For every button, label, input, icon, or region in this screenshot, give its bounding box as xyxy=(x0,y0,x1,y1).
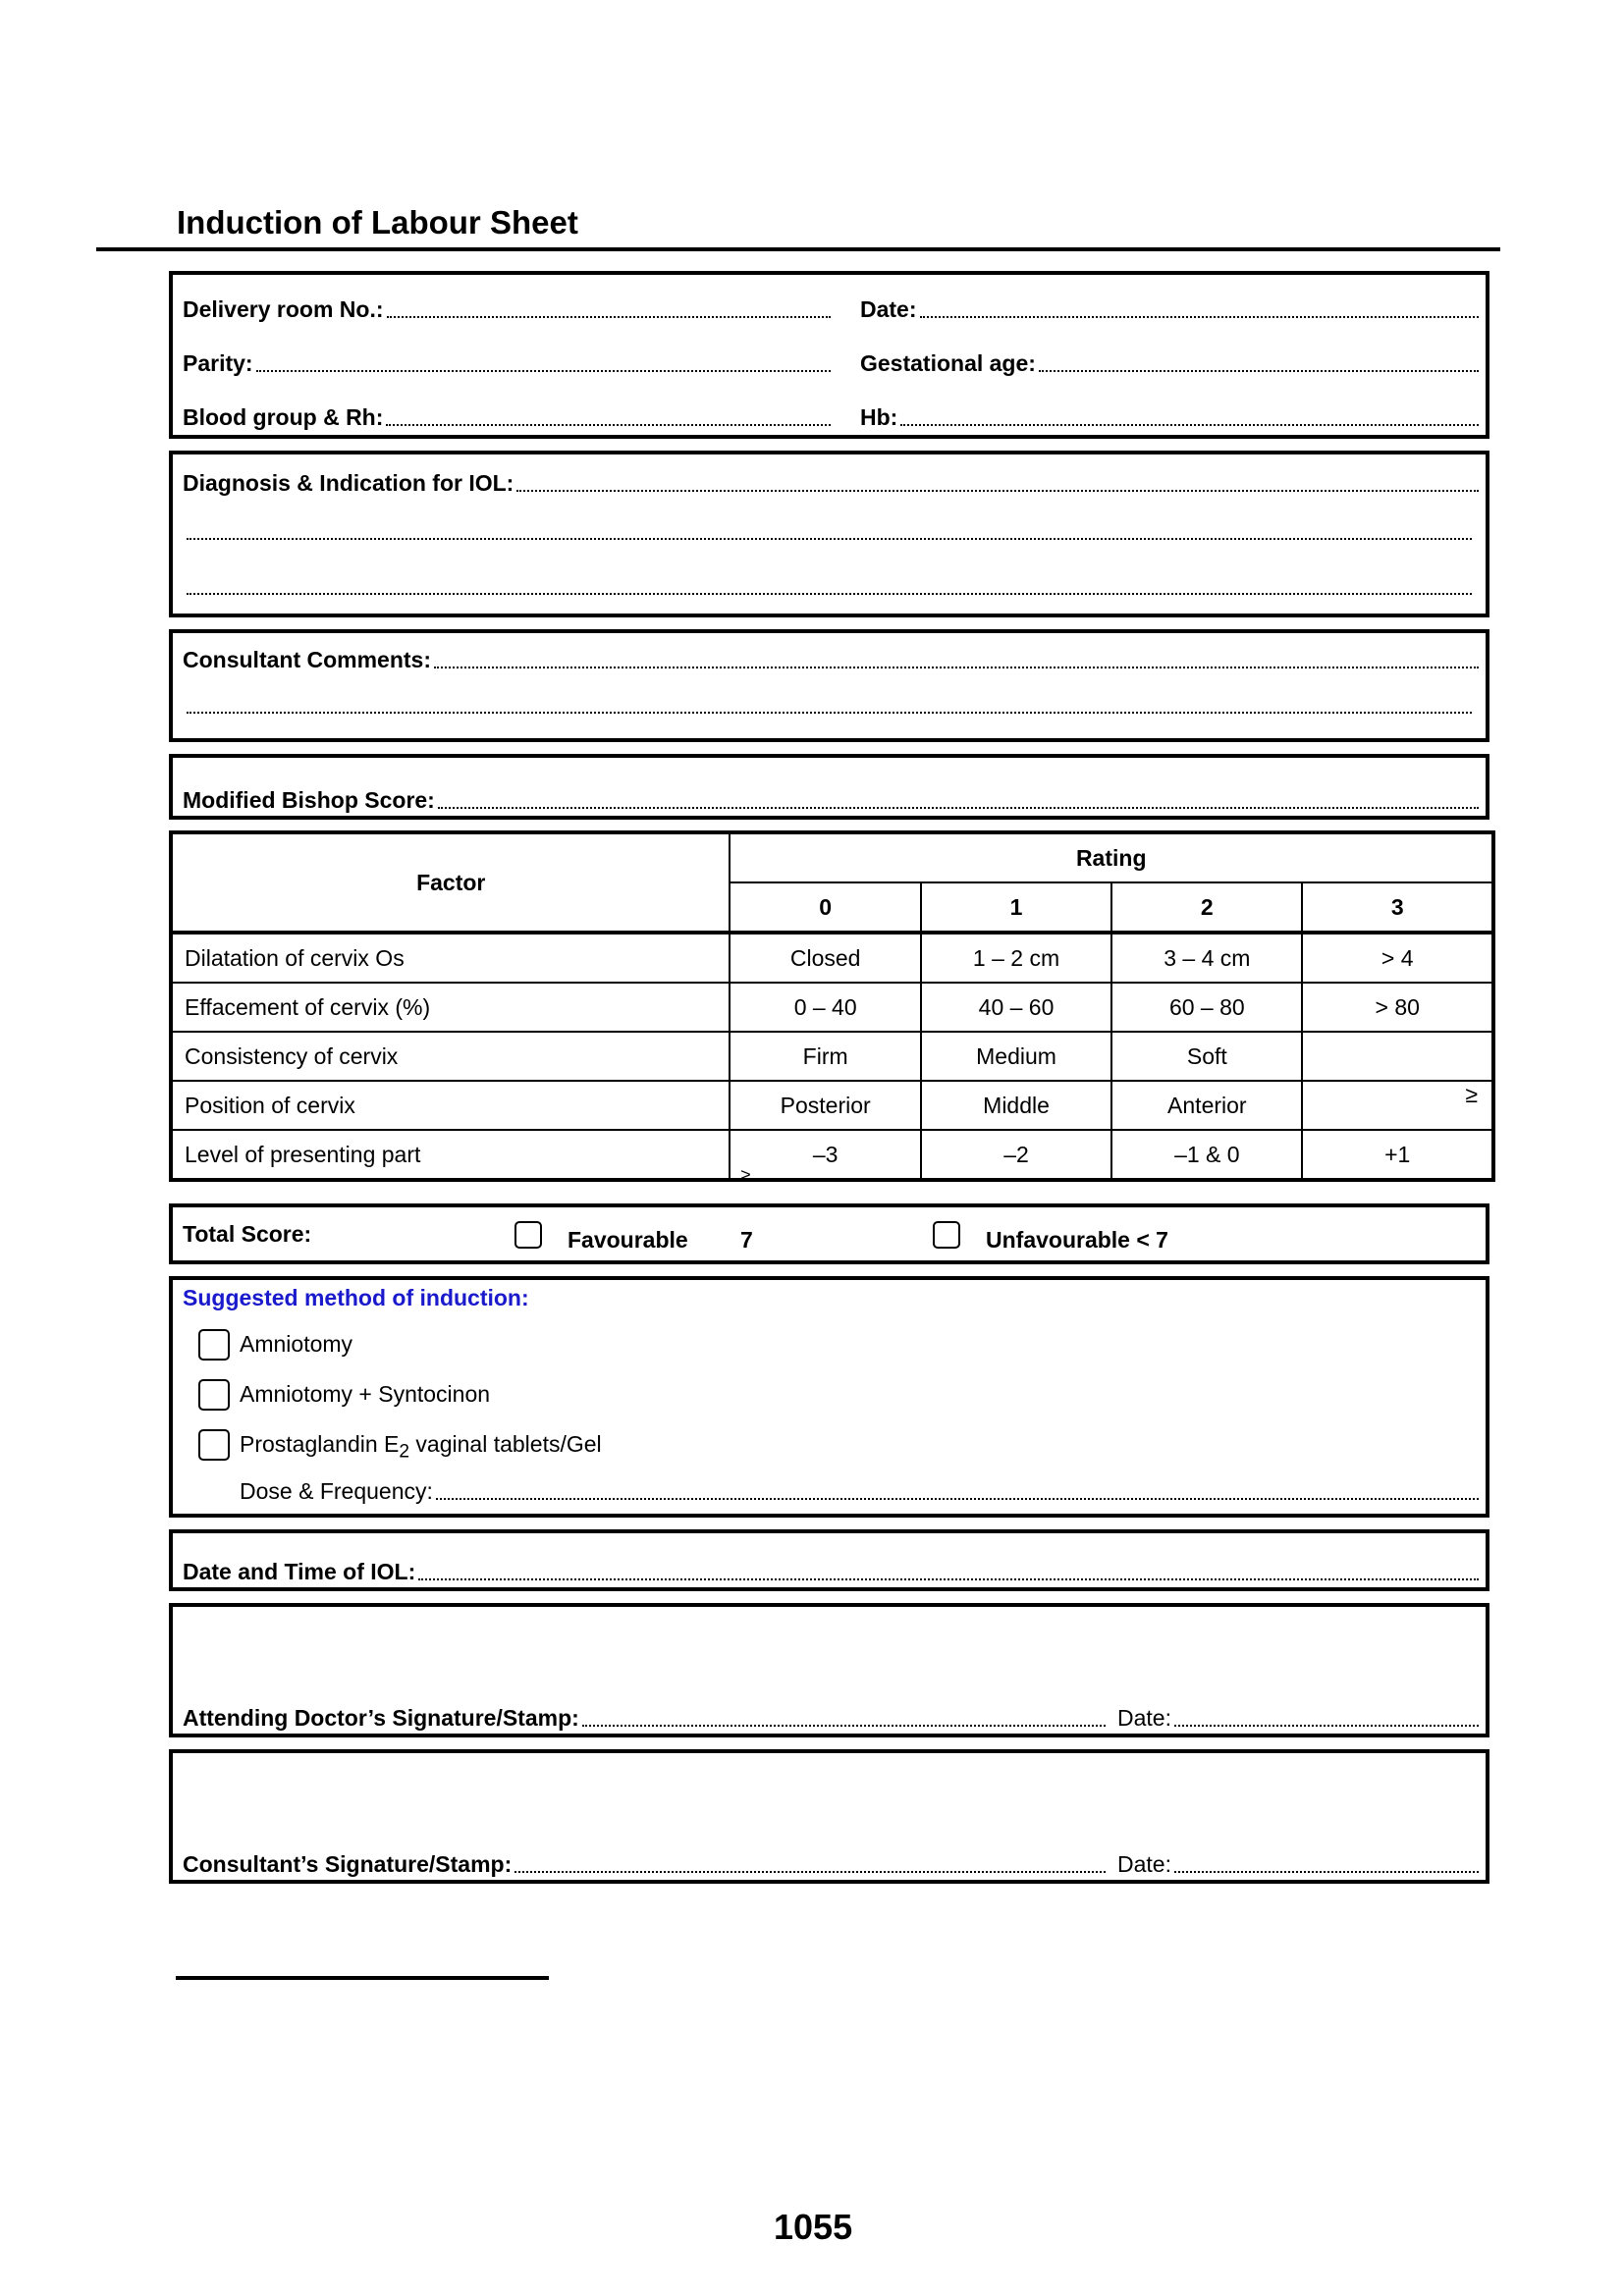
rating-col-1: 1 xyxy=(921,882,1111,933)
iol-datetime-box xyxy=(169,1529,1489,1591)
attending-signature-field[interactable] xyxy=(183,1705,1106,1732)
parity-label: Parity: xyxy=(183,350,253,376)
amniotomy-syntocinon-label: Amniotomy + Syntocinon xyxy=(240,1381,491,1407)
table-row xyxy=(171,1130,1493,1180)
rating-cell[interactable]: 1 – 2 cm xyxy=(921,933,1111,983)
rating-cell[interactable] xyxy=(1302,1032,1493,1081)
diagnosis-field[interactable] xyxy=(183,470,1479,497)
factor-cell: Dilatation of cervix Os xyxy=(171,933,730,983)
favourable-checkbox[interactable] xyxy=(514,1221,542,1249)
rating-cell[interactable]: –1 & 0 xyxy=(1111,1130,1302,1180)
hb-label: Hb: xyxy=(860,404,898,430)
rating-col-0: 0 xyxy=(730,882,920,933)
delivery-room-label: Delivery room No.: xyxy=(183,296,384,322)
bishop-score-label: Modified Bishop Score: xyxy=(183,787,435,813)
consultant-comments-line-2[interactable] xyxy=(187,711,1472,714)
amniotomy-syntocinon-checkbox[interactable] xyxy=(198,1379,230,1411)
amniotomy-checkbox[interactable] xyxy=(198,1329,230,1361)
amniotomy-label: Amniotomy xyxy=(240,1331,353,1357)
induction-method-box xyxy=(169,1276,1489,1518)
rating-cell[interactable]: 3 – 4 cm xyxy=(1111,933,1302,983)
rating-cell[interactable]: Middle xyxy=(921,1081,1111,1130)
diagnosis-label: Diagnosis & Indication for IOL: xyxy=(183,470,514,496)
blood-group-field[interactable] xyxy=(183,404,831,431)
consultant-date-field[interactable] xyxy=(1117,1851,1479,1878)
rating-cell[interactable]: –2 xyxy=(921,1130,1111,1180)
rating-cell[interactable]: Medium xyxy=(921,1032,1111,1081)
consultant-signature-box xyxy=(169,1749,1489,1884)
attending-signature-label: Attending Doctor’s Signature/Stamp: xyxy=(183,1705,579,1731)
total-score-label: Total Score: xyxy=(183,1221,312,1247)
favourable-label: Favourable xyxy=(568,1227,688,1253)
rating-cell[interactable]: 40 – 60 xyxy=(921,983,1111,1032)
rating-cell[interactable]: Closed xyxy=(730,933,920,983)
consultant-date-label: Date: xyxy=(1117,1851,1171,1877)
favourable-value: 7 xyxy=(740,1227,753,1253)
gestational-age-field[interactable] xyxy=(860,350,1479,377)
factor-cell: Position of cervix xyxy=(171,1081,730,1130)
factor-header: Factor xyxy=(171,832,730,933)
dose-frequency-label: Dose & Frequency: xyxy=(240,1478,433,1504)
table-row xyxy=(171,1032,1493,1081)
bishop-score-field[interactable] xyxy=(183,787,1479,814)
induction-method-heading: Suggested method of induction: xyxy=(183,1285,529,1310)
rating-col-3: 3 xyxy=(1302,882,1493,933)
date-label: Date: xyxy=(860,296,917,322)
patient-info-box xyxy=(169,271,1489,439)
consultant-comments-box xyxy=(169,629,1489,742)
parity-field[interactable] xyxy=(183,350,831,377)
table-row xyxy=(171,1081,1493,1130)
diagnosis-box xyxy=(169,451,1489,617)
gestational-age-label: Gestational age: xyxy=(860,350,1036,376)
attending-signature-box xyxy=(169,1603,1489,1737)
date-field[interactable] xyxy=(860,296,1479,323)
delivery-room-field[interactable] xyxy=(183,296,831,323)
rating-header: Rating xyxy=(730,832,1493,882)
title-rule xyxy=(96,247,1500,251)
rating-cell[interactable]: > 80 xyxy=(1302,983,1493,1032)
rating-cell[interactable]: Anterior xyxy=(1111,1081,1302,1130)
bishop-score-table xyxy=(169,830,1495,1185)
iol-datetime-field[interactable] xyxy=(183,1559,1479,1585)
rating-cell[interactable]: 60 – 80 xyxy=(1111,983,1302,1032)
rating-cell[interactable]: –3 ≥ xyxy=(730,1130,920,1180)
total-score-box xyxy=(169,1203,1489,1264)
stray-symbol: ≥ xyxy=(740,1165,751,1185)
consultant-comments-label: Consultant Comments: xyxy=(183,647,431,672)
consultant-signature-label: Consultant’s Signature/Stamp: xyxy=(183,1851,513,1877)
attending-date-label: Date: xyxy=(1117,1705,1171,1731)
blood-group-label: Blood group & Rh: xyxy=(183,404,384,430)
consultant-signature-field[interactable] xyxy=(183,1851,1106,1878)
factor-cell: Effacement of cervix (%) xyxy=(171,983,730,1032)
factor-cell: Consistency of cervix xyxy=(171,1032,730,1081)
rating-cell[interactable]: ≥ xyxy=(1302,1081,1493,1130)
table-row xyxy=(171,983,1493,1032)
attending-date-field[interactable] xyxy=(1117,1705,1479,1732)
unfavourable-checkbox[interactable] xyxy=(933,1221,960,1249)
rating-cell[interactable]: Soft xyxy=(1111,1032,1302,1081)
rating-col-2: 2 xyxy=(1111,882,1302,933)
diagnosis-line-2[interactable] xyxy=(187,537,1472,540)
page-number: 1055 xyxy=(774,2207,853,2247)
table-row xyxy=(171,933,1493,983)
prostaglandin-checkbox[interactable] xyxy=(198,1429,230,1461)
rating-cell[interactable]: +1 xyxy=(1302,1130,1493,1180)
unfavourable-label: Unfavourable < 7 xyxy=(986,1227,1168,1253)
prostaglandin-label: Prostaglandin $E_2$ vaginal tablets/Gel xyxy=(240,1431,602,1463)
rating-cell[interactable]: Firm xyxy=(730,1032,920,1081)
consultant-comments-field[interactable] xyxy=(183,647,1479,673)
rating-cell[interactable]: Posterior xyxy=(730,1081,920,1130)
footnote-rule xyxy=(176,1976,549,1980)
factor-cell: Level of presenting part xyxy=(171,1130,730,1180)
dose-frequency-field[interactable] xyxy=(240,1478,1479,1505)
diagnosis-line-3[interactable] xyxy=(187,592,1472,595)
page-title: Induction of Labour Sheet xyxy=(177,204,578,240)
iol-datetime-label: Date and Time of IOL: xyxy=(183,1559,416,1584)
hb-field[interactable] xyxy=(860,404,1479,431)
bishop-score-box xyxy=(169,754,1489,820)
rating-cell[interactable]: > 4 xyxy=(1302,933,1493,983)
rating-cell[interactable]: 0 – 40 xyxy=(730,983,920,1032)
